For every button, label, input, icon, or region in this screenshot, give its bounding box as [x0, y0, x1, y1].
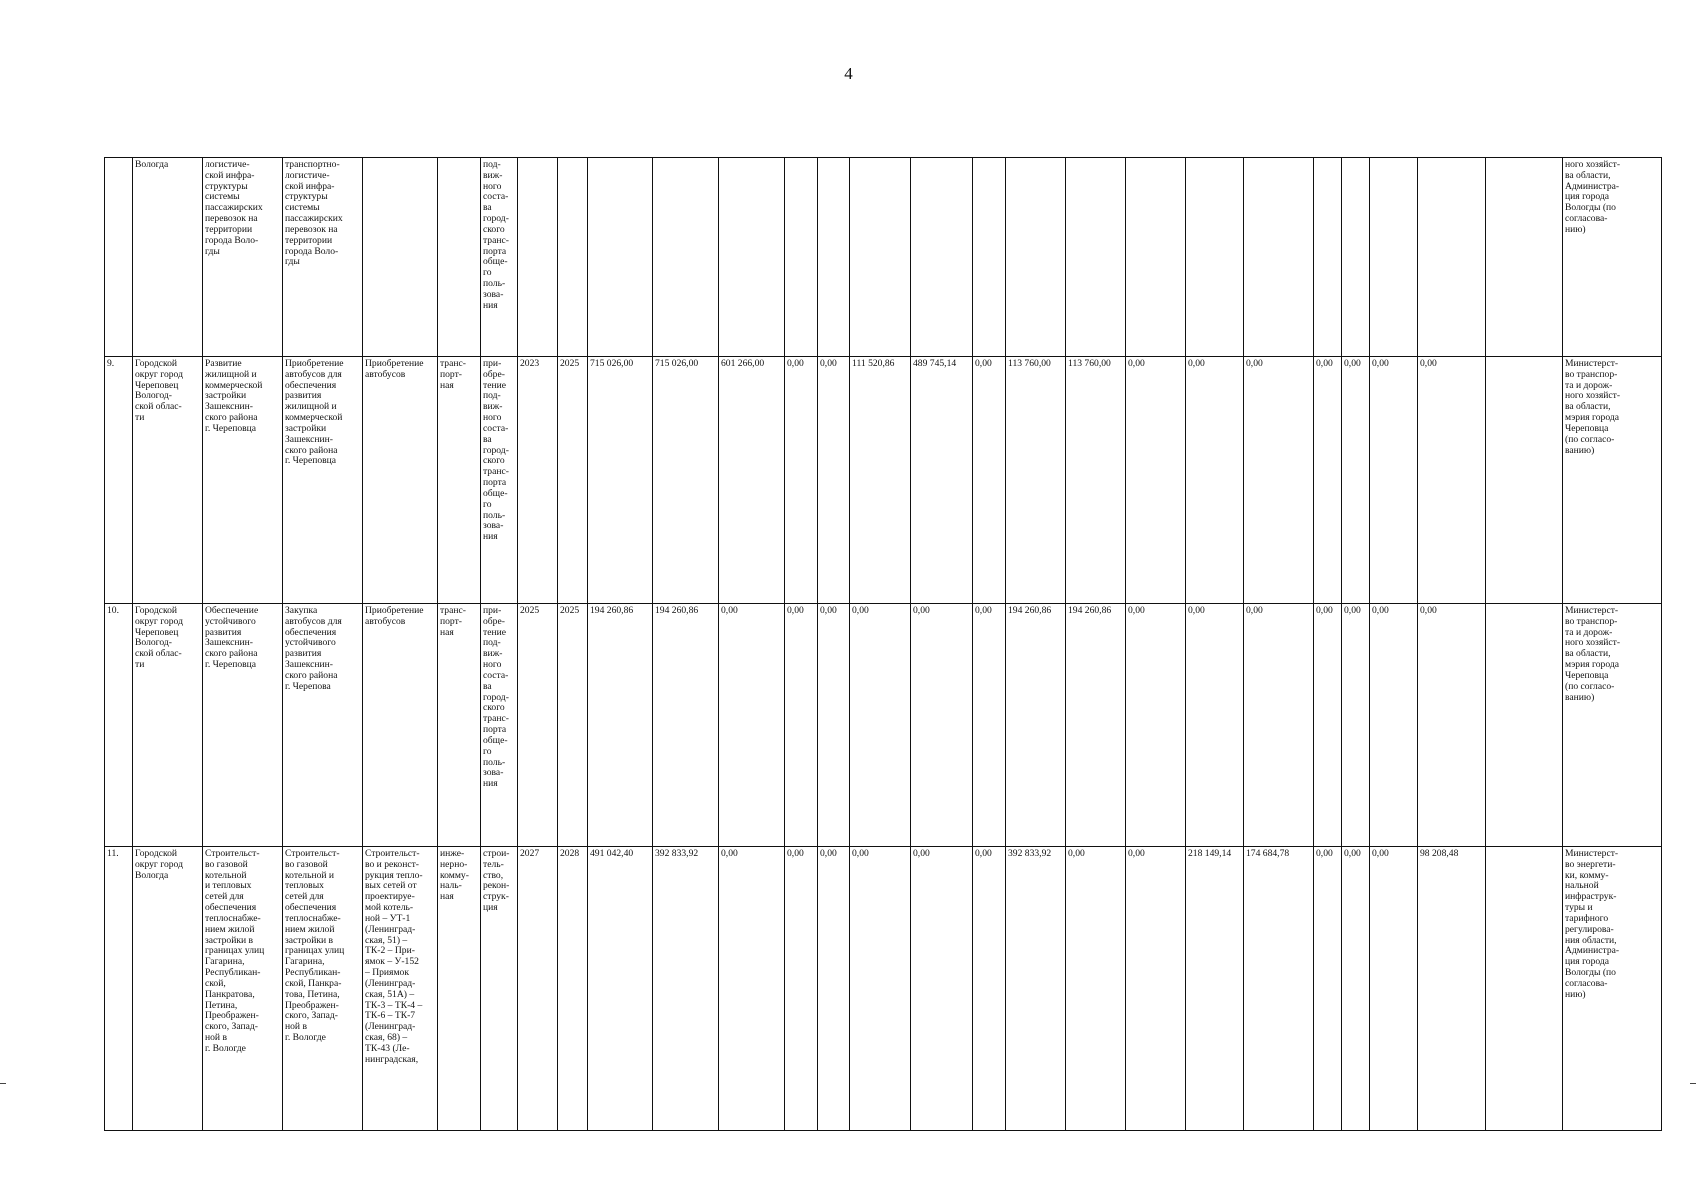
- cell-value: [818, 158, 850, 357]
- cell-value: [1418, 158, 1486, 357]
- cell-value: 0,00: [1314, 847, 1342, 1131]
- cell-municipality: Вологда: [133, 158, 203, 357]
- cell-value: 0,00: [1418, 604, 1486, 847]
- cell-value: 194 260,86: [588, 604, 653, 847]
- cell-event: Строительст- во и реконст- рукция тепло- вых сетей от проектируе- мой котель- ной – УТ-1 (Ленинград- ская, 51) – ТК-2 – При- ямок – У-152 – Приямок (Ленинград- ская, 51А) – ТК-3 – ТК-4 – ТК-6 – ТК-7 (Ленинград- ская, 68) – ТК-43 (Ле- нинградская,: [363, 847, 438, 1131]
- table-row: [105, 604, 1662, 847]
- cell-value: 715 026,00: [588, 357, 653, 604]
- cell-value: [1486, 158, 1563, 357]
- cell-infra-type: [438, 158, 481, 357]
- cell-value: 0,00: [973, 357, 1006, 604]
- cell-value: 392 833,92: [653, 847, 719, 1131]
- cell-value: 0,00: [1342, 604, 1370, 847]
- cell-value: 392 833,92: [1006, 847, 1066, 1131]
- cell-value: 2025: [558, 357, 588, 604]
- cell-value: 2023: [518, 357, 558, 604]
- cell-value: 0,00: [850, 604, 911, 847]
- cell-value: [1486, 847, 1563, 1131]
- cell-value: 0,00: [1066, 847, 1126, 1131]
- cell-project: логистиче- ской инфра- структуры системы пассажирских перевозок на территории города Воло- гды: [203, 158, 283, 357]
- cell-event: [363, 158, 438, 357]
- cell-work-type: при- обре- тение под- виж- ного соста- ва город- ского транс- порта обще- го поль- зова- ния: [481, 357, 518, 604]
- cell-value: [719, 158, 785, 357]
- cell-value: 98 208,48: [1418, 847, 1486, 1131]
- cell-value: [1066, 158, 1126, 357]
- cell-value: [1314, 158, 1342, 357]
- cell-value: 0,00: [1244, 357, 1314, 604]
- cell-value: 0,00: [973, 847, 1006, 1131]
- cell-value: 0,00: [850, 847, 911, 1131]
- cell-project: Обеспечение устойчивого развития Зашекснин- ского района г. Череповца: [203, 604, 283, 847]
- cell-value: 113 760,00: [1066, 357, 1126, 604]
- cell-project: Развитие жилищной и коммерческой застройки Зашекснин- ского района г. Череповца: [203, 357, 283, 604]
- cell-municipality: Городской округ город Череповец Вологод- ской облас- ти: [133, 604, 203, 847]
- cell-value: 0,00: [1314, 357, 1342, 604]
- cell-value: 0,00: [818, 847, 850, 1131]
- cell-responsible: Министерст- во энергети- ки, комму- нальной инфраструк- туры и тарифного регулирова- ния области, Администра- ция города Вологды (по согласова- нию): [1563, 847, 1662, 1131]
- cell-infra-type: транс- порт- ная: [438, 604, 481, 847]
- cell-value: 0,00: [785, 847, 818, 1131]
- cell-value: 0,00: [1370, 604, 1418, 847]
- cell-value: 0,00: [1342, 847, 1370, 1131]
- cell-value: 194 260,86: [1006, 604, 1066, 847]
- table-row: [105, 158, 1662, 357]
- cell-value: 491 042,40: [588, 847, 653, 1131]
- projects-table: [104, 157, 1662, 1131]
- cell-value: 194 260,86: [1066, 604, 1126, 847]
- cell-value: [1486, 604, 1563, 847]
- table-row: [105, 847, 1662, 1131]
- cell-municipality: Городской округ город Череповец Вологод- ской облас- ти: [133, 357, 203, 604]
- cell-value: 0,00: [1370, 847, 1418, 1131]
- cell-value: [653, 158, 719, 357]
- cell-project: Строительст- во газовой котельной и тепловых сетей для обеспечения теплоснабже- нием жилой застройки в границах улиц Гагарина, Республикан- ской, Панкратова, Петина, Преображен- ского, Запад- ной в г. Вологде: [203, 847, 283, 1131]
- cell-value: 0,00: [785, 357, 818, 604]
- cell-work-type: под- виж- ного соста- ва город- ского транс- порта обще- го поль- зова- ния: [481, 158, 518, 357]
- cell-value: 218 149,14: [1186, 847, 1244, 1131]
- cell-value: [911, 158, 973, 357]
- cell-value: 174 684,78: [1244, 847, 1314, 1131]
- cell-infra-type: транс- порт- ная: [438, 357, 481, 604]
- cell-value: 0,00: [1244, 604, 1314, 847]
- cell-value: 489 745,14: [911, 357, 973, 604]
- cell-value: 0,00: [911, 847, 973, 1131]
- cell-value: 0,00: [1126, 604, 1186, 847]
- cell-work-type: при- обре- тение под- виж- ного соста- ва город- ского транс- порта обще- го поль- зова- ния: [481, 604, 518, 847]
- cell-value: [785, 158, 818, 357]
- cell-value: [1186, 158, 1244, 357]
- cell-value: [973, 158, 1006, 357]
- cell-municipality: Городской округ город Вологда: [133, 847, 203, 1131]
- cell-value: 0,00: [818, 604, 850, 847]
- cell-responsible: Министерст- во транспор- та и дорож- ного хозяйст- ва области, мэрия города Череповца (по согласо- ванию): [1563, 357, 1662, 604]
- cell-value: [1370, 158, 1418, 357]
- cell-value: 0,00: [1186, 357, 1244, 604]
- cell-event: Приобретение автобусов: [363, 604, 438, 847]
- cell-object: Закупка автобусов для обеспечения устойчивого развития Зашекснин- ского района г. Черепова: [283, 604, 363, 847]
- cell-object: Приобретение автобусов для обеспечения развития жилищной и коммерческой застройки Зашекснин- ского района г. Череповца: [283, 357, 363, 604]
- cell-value: 0,00: [1126, 357, 1186, 604]
- cell-value: 0,00: [1418, 357, 1486, 604]
- cell-value: [850, 158, 911, 357]
- cell-value: [588, 158, 653, 357]
- cell-event: Приобретение автобусов: [363, 357, 438, 604]
- cell-value: 0,00: [911, 604, 973, 847]
- cell-value: 715 026,00: [653, 357, 719, 604]
- cell-value: 2025: [518, 604, 558, 847]
- table-row: [105, 357, 1662, 604]
- cell-value: 0,00: [785, 604, 818, 847]
- cell-object: транспортно- логистиче- ской инфра- структуры системы пассажирских перевозок на территории города Воло- гды: [283, 158, 363, 357]
- cell-num: [105, 158, 133, 357]
- cell-value: [1126, 158, 1186, 357]
- cell-value: [518, 158, 558, 357]
- cell-value: 0,00: [1186, 604, 1244, 847]
- cell-value: 601 266,00: [719, 357, 785, 604]
- cell-responsible: ного хозяйст- ва области, Администра- ция города Вологды (по согласова- нию): [1563, 158, 1662, 357]
- cell-value: 0,00: [1342, 357, 1370, 604]
- cell-value: [558, 158, 588, 357]
- cell-value: 111 520,86: [850, 357, 911, 604]
- cell-value: [1006, 158, 1066, 357]
- cell-num: 11.: [105, 847, 133, 1131]
- cell-value: 0,00: [818, 357, 850, 604]
- scan-mark: [0, 1083, 6, 1084]
- cell-value: 0,00: [719, 604, 785, 847]
- cell-value: 2028: [558, 847, 588, 1131]
- cell-num: 10.: [105, 604, 133, 847]
- cell-value: [1486, 357, 1563, 604]
- cell-value: 0,00: [1370, 357, 1418, 604]
- cell-value: [1342, 158, 1370, 357]
- cell-infra-type: инже- нерно- комму- наль- ная: [438, 847, 481, 1131]
- cell-value: 113 760,00: [1006, 357, 1066, 604]
- page-number: 4: [844, 64, 853, 83]
- cell-value: 194 260,86: [653, 604, 719, 847]
- cell-num: 9.: [105, 357, 133, 604]
- cell-value: 2025: [558, 604, 588, 847]
- cell-work-type: строи- тель- ство, рекон- струк- ция: [481, 847, 518, 1131]
- cell-value: 0,00: [973, 604, 1006, 847]
- cell-value: 0,00: [719, 847, 785, 1131]
- cell-value: [1244, 158, 1314, 357]
- cell-responsible: Министерст- во транспор- та и дорож- ного хозяйст- ва области, мэрия города Череповца (по согласо- ванию): [1563, 604, 1662, 847]
- cell-value: 2027: [518, 847, 558, 1131]
- cell-value: 0,00: [1314, 604, 1342, 847]
- scan-mark: [1690, 1083, 1696, 1084]
- cell-value: 0,00: [1126, 847, 1186, 1131]
- cell-object: Строительст- во газовой котельной и тепловых сетей для обеспечения теплоснабже- нием жилой застройки в границах улиц Гагарина, Республикан- ской, Панкра- това, Петина, Преображен- ского, Запад- ной в г. Вологде: [283, 847, 363, 1131]
